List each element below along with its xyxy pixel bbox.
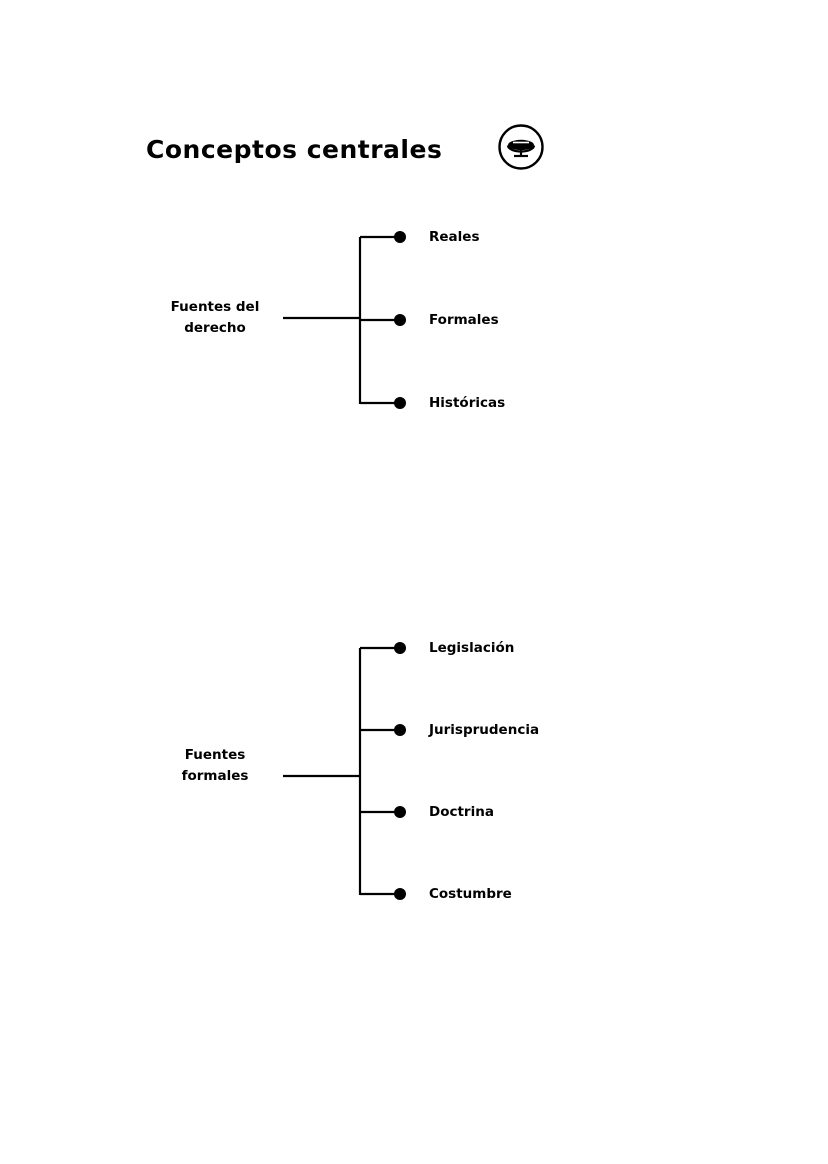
diagram-fuentes-del-derecho [0, 210, 828, 420]
title-row [146, 126, 544, 172]
root-label-line-1: Fuentes del [170, 299, 260, 315]
node-label-formales: Formales [429, 312, 499, 328]
node-label-legislacion: Legislación [429, 640, 515, 656]
node-label-jurisprudencia: Jurisprudencia [429, 722, 540, 738]
node-label-costumbre: Costumbre [429, 886, 512, 902]
root-label-line-1: Fuentes [184, 747, 246, 763]
node-label-historicas: Históricas [429, 395, 506, 411]
root-label-fuentes-del-derecho [140, 297, 290, 339]
root-label-fuentes-formales [140, 745, 290, 787]
root-label-line-2: derecho [184, 319, 246, 336]
diagram-1-connectors [0, 210, 828, 440]
scales-of-justice-icon [498, 124, 544, 170]
node-label-doctrina: Doctrina [429, 804, 494, 820]
root-label-line-2: formales [181, 767, 249, 784]
node-label-reales: Reales [429, 229, 480, 245]
diagram-2-connectors [0, 621, 828, 921]
page-title: Conceptos centrales [146, 134, 443, 164]
diagram-fuentes-formales [0, 621, 828, 921]
